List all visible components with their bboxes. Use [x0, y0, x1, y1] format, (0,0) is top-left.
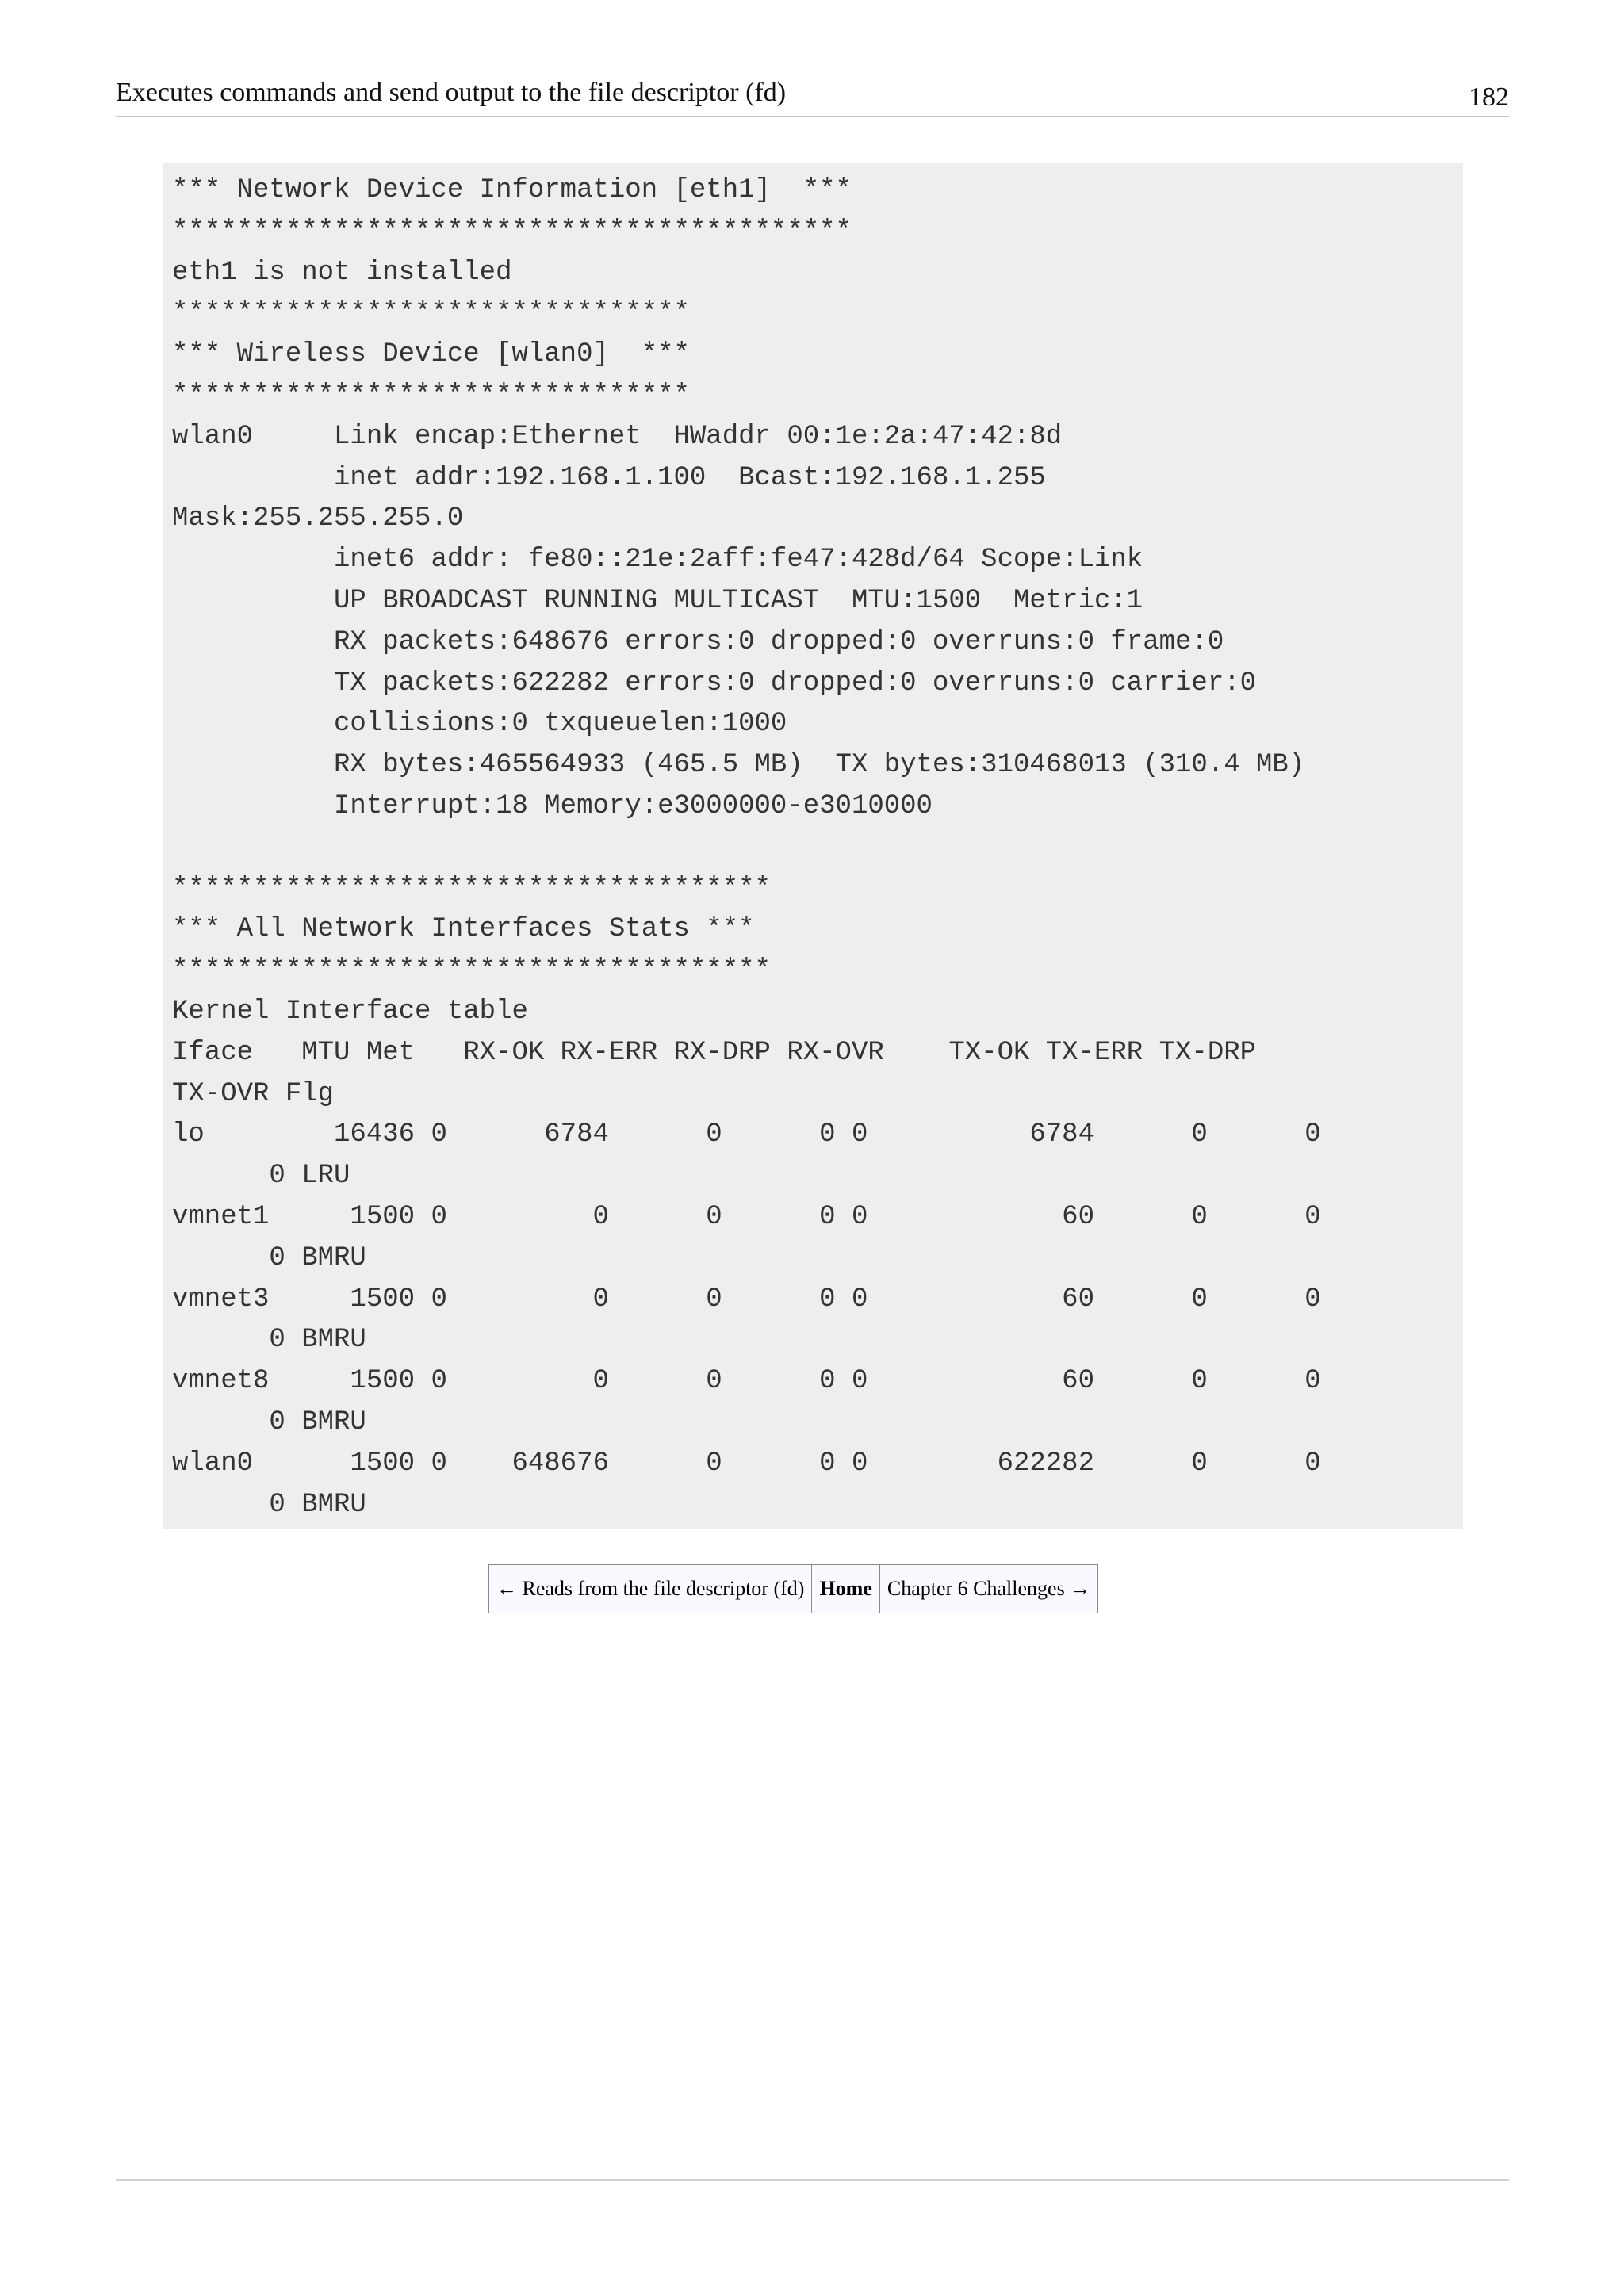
footer-rule: [116, 2179, 1509, 2181]
code-line: inet6 addr: fe80::21e:2aff:fe47:428d/64 Scope:Link: [172, 545, 1143, 576]
code-line: lo 16436 0 6784 0 0 0 6784 0 0: [172, 1119, 1321, 1150]
code-line: *** All Network Interfaces Stats ***: [172, 914, 755, 945]
nav-home-link[interactable]: Home: [812, 1565, 879, 1613]
code-line: vmnet8 1500 0 0 0 0 0 60 0 0: [172, 1366, 1321, 1397]
code-line: RX packets:648676 errors:0 dropped:0 overruns:0 frame:0: [172, 626, 1224, 657]
code-line: vmnet1 1500 0 0 0 0 0 60 0 0: [172, 1201, 1321, 1232]
code-line: 0 BMRU: [172, 1325, 366, 1356]
code-line: inet addr:192.168.1.100 Bcast:192.168.1.255: [172, 462, 1046, 493]
code-line: TX-OVR Flg: [172, 1078, 335, 1109]
code-line: wlan0 1500 0 648676 0 0 0 622282 0 0: [172, 1448, 1321, 1479]
code-line: *************************************: [172, 955, 771, 986]
code-line: UP BROADCAST RUNNING MULTICAST MTU:1500 Metric:1: [172, 585, 1143, 616]
code-line: 0 BMRU: [172, 1489, 366, 1520]
code-line: Interrupt:18 Memory:e3000000-e3010000: [172, 790, 933, 821]
running-header-title: Executes commands and send output to the file descriptor (fd): [116, 78, 787, 107]
code-line: ********************************: [172, 298, 690, 329]
code-line: Iface MTU Met RX-OK RX-ERR RX-DRP RX-OVR TX-OK TX-ERR TX-DRP: [172, 1037, 1257, 1068]
code-line: vmnet3 1500 0 0 0 0 0 60 0 0: [172, 1284, 1321, 1314]
code-line: ********************************: [172, 380, 690, 411]
code-line: eth1 is not installed: [172, 257, 512, 288]
code-line: [172, 828, 1321, 869]
code-block: [163, 163, 1463, 1529]
page-number: 182: [1469, 82, 1509, 112]
code-line: 0 BMRU: [172, 1242, 366, 1273]
code-line: Kernel Interface table: [172, 996, 528, 1027]
code-line: *** Wireless Device [wlan0] ***: [172, 339, 690, 370]
code-line: 0 BMRU: [172, 1406, 366, 1437]
code-line: *************************************: [172, 873, 771, 904]
code-line: 0 LRU: [172, 1161, 350, 1192]
code-line: *** Network Device Information [eth1] ***: [172, 175, 852, 205]
nav-previous-link[interactable]: ← Reads from the file descriptor (fd): [489, 1565, 812, 1613]
page-navigation: [488, 1564, 1098, 1613]
code-line: RX bytes:465564933 (465.5 MB) TX bytes:310468013 (310.4 MB): [172, 750, 1305, 781]
code-lines: [172, 170, 1321, 1525]
nav-next-link[interactable]: Chapter 6 Challenges →: [879, 1565, 1097, 1613]
code-line: wlan0 Link encap:Ethernet HWaddr 00:1e:2a:47:42:8d: [172, 421, 1063, 452]
code-line: Mask:255.255.255.0: [172, 503, 464, 534]
code-line: TX packets:622282 errors:0 dropped:0 overruns:0 carrier:0: [172, 668, 1257, 698]
page-header: [116, 75, 1509, 117]
code-line: collisions:0 txqueuelen:1000: [172, 709, 787, 740]
code-line: ******************************************: [172, 216, 852, 247]
